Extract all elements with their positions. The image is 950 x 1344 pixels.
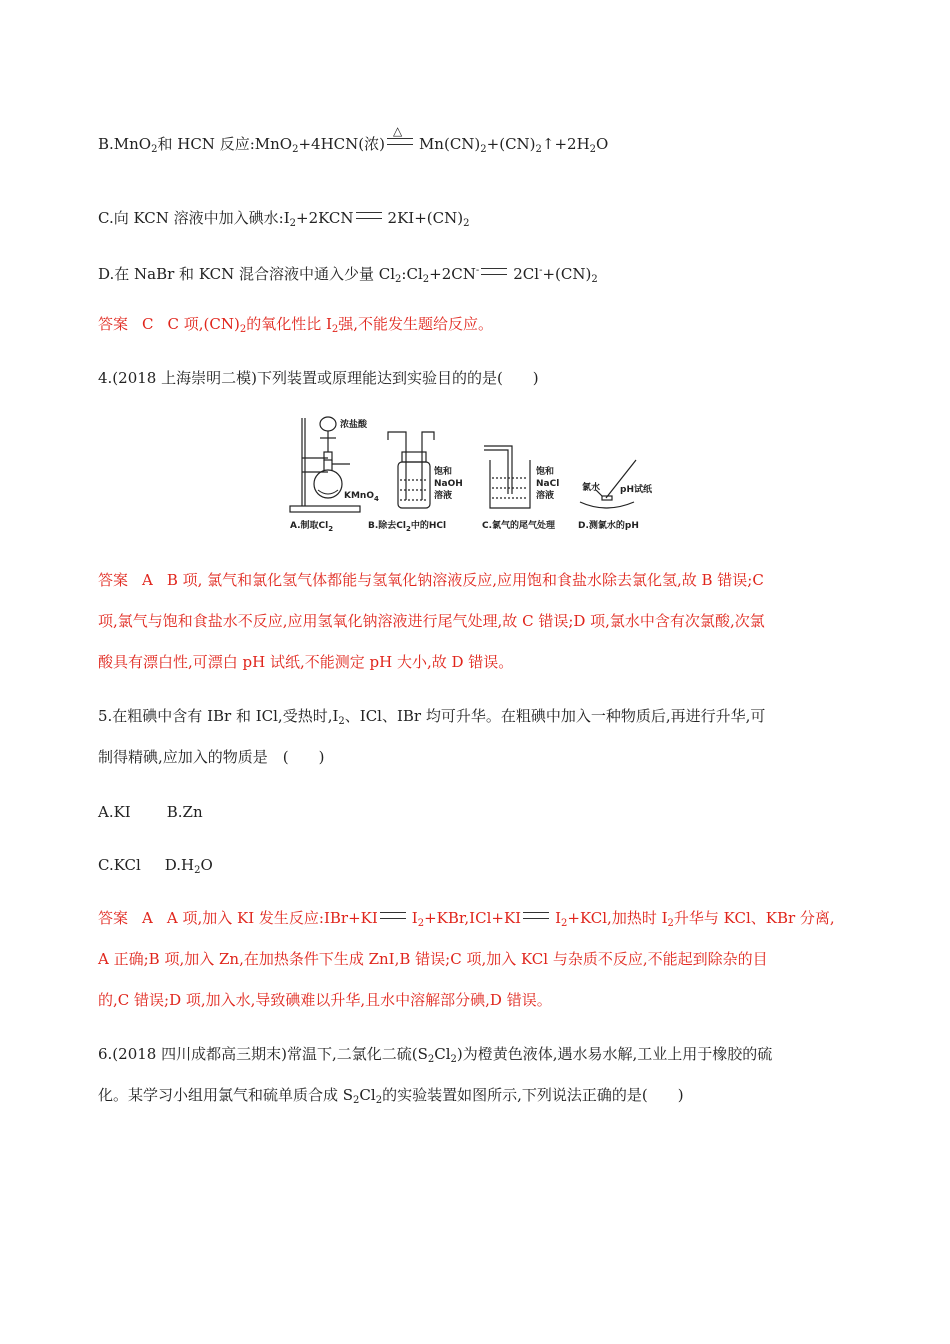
- label-c-2: NaCl: [536, 479, 560, 489]
- q4-apparatus-figure: [284, 410, 664, 540]
- q5-stem-line-1: 5.在粗碘中含有 IBr 和 ICl,受热时$,I_2$、ICl、IBr 均可升华。在粗碘中加入一种物质后,再进行升华,可: [98, 707, 766, 727]
- label-d-1: 氯水: [582, 483, 601, 493]
- caption-d: D.测氯水的pH: [578, 521, 639, 531]
- apparatus-c: [484, 446, 530, 508]
- heat-equals-sign: [387, 138, 413, 145]
- q5-stem-line-2: 制得精碘,应加入的物质是 ( ): [98, 748, 325, 766]
- label-a-solid: KMnO$_4$: [344, 491, 379, 503]
- apparatus-b: [388, 432, 434, 508]
- equals-sign: [523, 912, 549, 919]
- q6-stem-line-2: 化。某学习小组用氯气和硫单质合成 $S_2Cl_2$的实验装置如图所示,下列说法正确的是( ): [98, 1086, 684, 1106]
- q5-answer-line-2: A 正确;B 项,加入 Zn,在加热条件下生成 ZnI,B 错误;C 项,加入 KCl 与杂质不反应,不能起到除杂的目: [98, 950, 768, 968]
- label-a-reagent: 浓盐酸: [340, 420, 368, 430]
- label-c-3: 溶液: [536, 491, 555, 501]
- q4-answer-line-2: 项,氯气与饱和食盐水不反应,应用氢氧化钠溶液进行尾气处理,故 C 错误;D 项,氯水中含有次氯酸,次氯: [98, 612, 765, 630]
- caption-a: A.制取$Cl_2$: [290, 521, 334, 533]
- q5-options-ab: A.KI B.Zn: [98, 803, 203, 821]
- equals-sign: [356, 212, 382, 219]
- q4-stem: 4.(2018 上海崇明二模)下列装置或原理能达到实验目的的是( ): [98, 369, 539, 387]
- label-d-2: pH试纸: [620, 485, 652, 495]
- label-b-3: 溶液: [434, 491, 453, 501]
- q4-answer-line-1: 答案 A B 项, 氯气和氯化氢气体都能与氢氧化钠溶液反应,应用饱和食盐水除去氯化氢,故 B 错误;C: [98, 571, 764, 589]
- label-c-1: 饱和: [536, 467, 555, 477]
- q6-stem-line-1: 6.(2018 四川成都高三期末)常温下,二氯化二硫$(S_2Cl_2)$为橙黄色液体,遇水易水解,工业上用于橡胶的硫: [98, 1045, 773, 1065]
- label-b-2: NaOH: [434, 479, 463, 489]
- label-b-1: 饱和: [434, 467, 453, 477]
- q5-answer-line-1: 答案 A A 项,加入 KI 发生反应:IBr+KI $I_2+KBr,ICl+KI$ $I_2+KCl$,加热时 $I_2$升华与 KCl、KBr 分离,: [98, 909, 835, 929]
- q3-option-d: D.在 NaBr 和 KCN 混合溶液中通入少量 $Cl_2:Cl_2+2CN^-$ $2Cl^-+(CN)_2$: [98, 265, 598, 285]
- q3-option-c: C.向 KCN 溶液中加入碘水$:I_2+2KCN$ $2KI+(CN)_2$: [98, 209, 470, 229]
- equals-sign: [481, 268, 507, 275]
- q5-options-cd: C.KCl $D.H_2O$: [98, 856, 213, 876]
- caption-c: C.氯气的尾气处理: [482, 521, 556, 531]
- q3-option-b: B.MnO$_2$和 HCN 反应:MnO$_2$+4HCN(浓)△ $Mn(CN)_2+(CN)_2↑+2H_2O$: [98, 134, 608, 160]
- q4-answer-line-3: 酸具有漂白性,可漂白 pH 试纸,不能测定 pH 大小,故 D 错误。: [98, 653, 514, 671]
- caption-b: B.除去$Cl_2$中的HCl: [368, 521, 447, 533]
- q3-answer: 答案 C C 项$,(CN)_2$的氧化性比 $I_2$强,不能发生题给反应。: [98, 315, 494, 335]
- q5-answer-line-3: 的,C 错误;D 项,加入水,导致碘难以升华,且水中溶解部分碘,D 错误。: [98, 991, 552, 1009]
- equals-sign: [380, 912, 406, 919]
